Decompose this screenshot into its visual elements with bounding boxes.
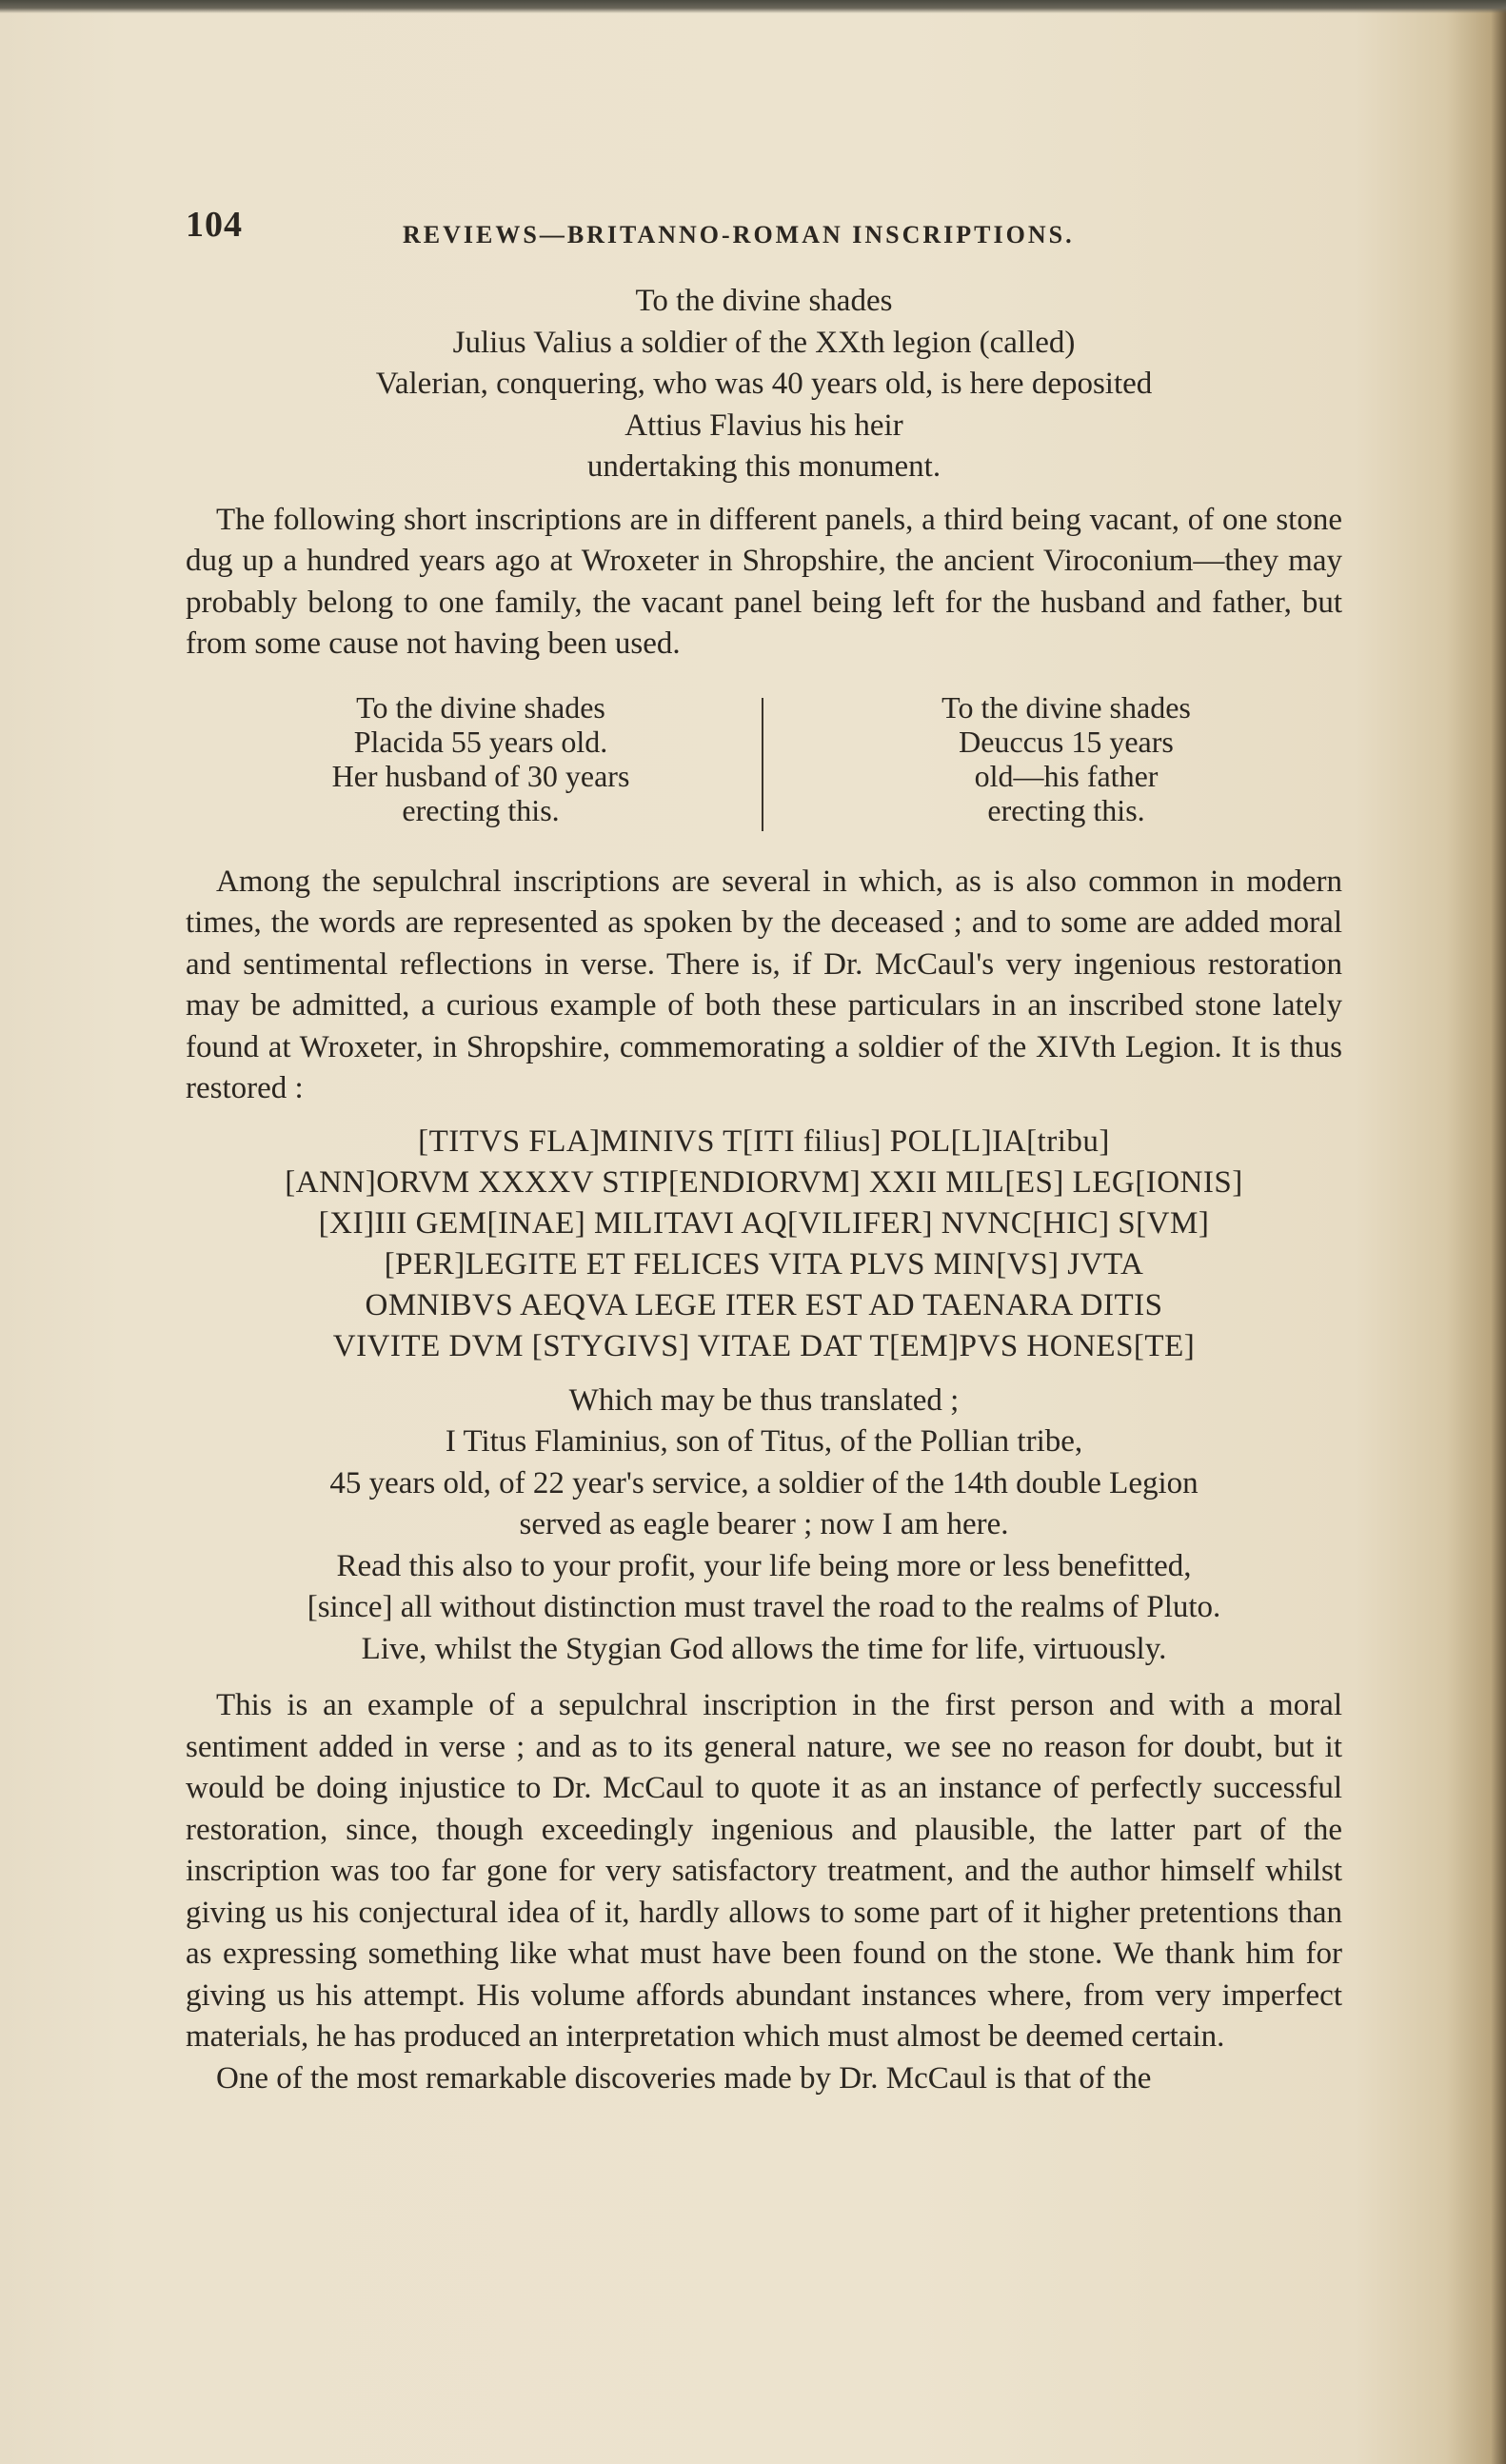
epitaph-line: undertaking this monument. <box>586 449 941 484</box>
latin-line: [PER]LEGITE ET FELICES VITA PLVS MIN[VS] JVTA <box>384 1246 1144 1282</box>
panel-line: Her husband of 30 years <box>331 758 630 793</box>
panel-line: erecting this. <box>402 792 560 827</box>
panel-left <box>214 690 747 827</box>
panel-line: To the divine shades <box>356 689 605 725</box>
panel-line: erecting this. <box>987 792 1145 827</box>
translation-line: [since] all without distinction must travel the road to the realms of Pluto. <box>307 1590 1221 1624</box>
epitaph-line: Valerian, conquering, who was 40 years old, is here deposited <box>375 367 1153 401</box>
latin-line: [TITVS FLA]MINIVS T[ITI filius] POL[L]IA[tribu] <box>418 1123 1110 1159</box>
epitaph-translation-1 <box>186 281 1342 488</box>
latin-line: [XI]III GEM[INAE] MILITAVI AQ[VILIFER] NVNC[HIC] S[VM] <box>318 1205 1210 1241</box>
inscription-translation <box>186 1381 1342 1671</box>
translation-line: 45 years old, of 22 year's service, a soldier of the 14th double Legion <box>329 1465 1199 1500</box>
page-number: 104 <box>186 205 243 245</box>
paragraph-sepulchral <box>186 862 1342 1110</box>
latin-line: [ANN]ORVM XXXXV STIP[ENDIORVM] XXII MIL[ES] LEG[IONIS] <box>285 1164 1243 1200</box>
paragraph-text: One of the most remarkable discoveries made by Dr. McCaul is that of the <box>216 2060 1152 2096</box>
panel-right <box>800 690 1333 827</box>
panel-divider <box>762 698 763 831</box>
translation-line: Which may be thus translated ; <box>568 1382 960 1418</box>
epitaph-line: Attius Flavius his heir <box>624 407 903 443</box>
translation-line: served as eagle bearer ; now I am here. <box>519 1507 1009 1541</box>
latin-line: VIVITE DVM [STYGIVS] VITAE DAT T[EM]PVS HONES[TE] <box>332 1328 1196 1363</box>
text-area <box>186 195 1342 2099</box>
page-header <box>186 195 1342 252</box>
translation-line: I Titus Flaminius, son of Titus, of the Pollian tribe, <box>445 1424 1083 1459</box>
paragraph-discoveries <box>186 2058 1342 2100</box>
latin-line: OMNIBVS AEQVA LEGE ITER EST AD TAENARA DITIS <box>365 1287 1163 1322</box>
panel-line: Placida 55 years old. <box>353 724 608 759</box>
epitaph-line: Julius Valius a soldier of the XXth legion (called) <box>452 325 1076 360</box>
panel-line: To the divine shades <box>941 689 1191 725</box>
paragraph-text: The following short inscriptions are in different panels, a third being vacant, of one stone dug up a hundred years ago at Wroxeter in Shropshire, the ancient Viroconium—they may probably belong to one family, the vacant panel being left for the husband and father, but from some cause not having been used. <box>186 502 1342 661</box>
paragraph-text: Among the sepulchral inscriptions are several in which, as is also common in modern times, the words are represented as spoken by the deceased ; and to some are added moral and sentimental reflections in verse. There is, if Dr. McCaul's very ingenious restoration may be admitted, a curious example of both these particulars in an inscribed stone lately found at Wroxeter, in Shropshire, commemorating a soldier of the XIVth Legion. It is thus restored : <box>186 864 1342 1105</box>
paragraph-example <box>186 1685 1342 2058</box>
inscription-panels <box>186 690 1342 833</box>
epitaph-line: To the divine shades <box>635 284 893 318</box>
latin-inscription <box>186 1122 1342 1367</box>
panel-line: old—his father <box>974 758 1159 793</box>
paragraph-wroxeter-panels <box>186 500 1342 666</box>
paragraph-text: This is an example of a sepulchral inscription in the first person and with a moral sentiment added in verse ; and as to its general nature, we see no reason for doubt, but it would be doing injustice to Dr. McCaul to quote it as an instance of perfectly successful restoration, since, though exceedingly ingenious and plausible, the latter part of the inscription was too far gone for very satisfactory treatment, and the author himself whilst giving us his conjectural idea of it, hardly allows to some part of it higher pretentions than as expressing something like what must have been found on the stone. We thank him for giving us his attempt. His volume affords abundant instances where, from very imperfect materials, he has produced an interpretation which must almost be deemed certain. <box>186 1688 1342 2054</box>
panel-line: Deuccus 15 years <box>959 724 1174 759</box>
translation-line: Read this also to your profit, your life being more or less benefitted, <box>336 1548 1192 1583</box>
running-head: REVIEWS—BRITANNO-ROMAN INSCRIPTIONS. <box>403 221 1075 248</box>
translation-line: Live, whilst the Stygian God allows the time for life, virtuously. <box>361 1631 1167 1666</box>
